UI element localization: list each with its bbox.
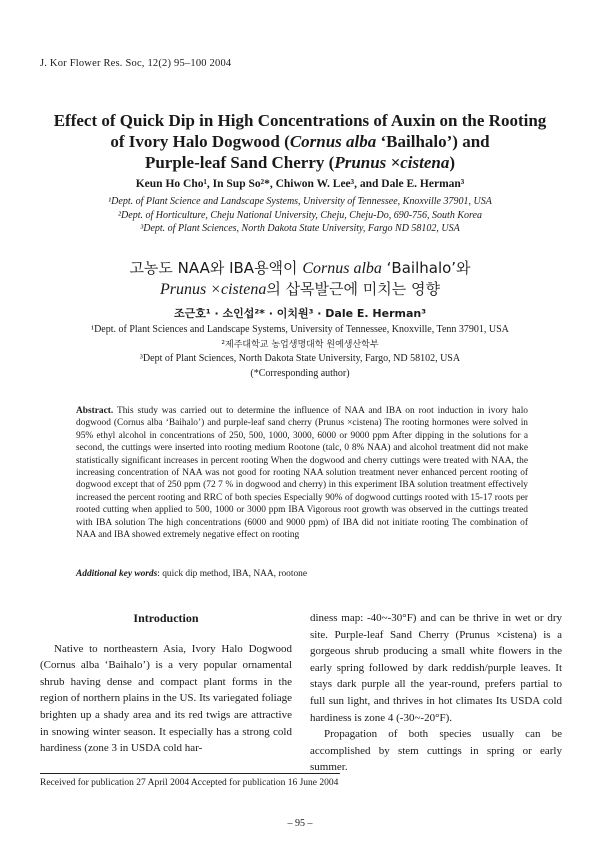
author-list: Keun Ho Cho¹, In Sup So²*, Chiwon W. Lee³, and Dale E. Herman³	[135, 178, 465, 190]
title-text: )	[449, 153, 456, 172]
korean-affiliation-2: ²제주대학교 농업생명대학 원예생산학부	[221, 339, 379, 350]
left-column	[40, 610, 292, 757]
korean-title-text: ‘Bailhalo’와	[381, 259, 471, 277]
title-text: of Ivory Halo Dogwood (	[110, 132, 290, 151]
keywords	[76, 569, 528, 579]
korean-affiliation-1: ¹Dept. of Plant Sciences and Landscape Systems, University of Tennessee, Knoxville, Tenn 37901, USA	[91, 324, 509, 335]
title-species-name: Prunus ×cistena	[334, 153, 450, 172]
korean-author-list: 조근호¹ · 소인섭²* · 이치원³ · Dale E. Herman³	[173, 307, 427, 320]
abstract	[76, 405, 528, 541]
title-line-2	[40, 131, 560, 152]
introduction-paragraph-2: Propagation of both species usually can be accomplished by stem cuttings in spring or early summer.	[310, 728, 562, 774]
introduction-paragraph-1: Native to northeastern Asia, Ivory Halo Dogwood (Cornus alba ‘Baihalo’) is a very popular ornamental shrub having dense and compact plant forms in the region of northern plains in the US. Its variegated foliage brighten up a shady area and its red twigs are attractive in snowing winter season. It especially has a strong cold hardiness (zone 3 in USDA cold har-	[40, 642, 292, 755]
right-column	[310, 610, 562, 776]
affiliations-english	[40, 195, 560, 236]
abstract-label: Abstract.	[76, 406, 114, 416]
page-number: – 95 –	[287, 818, 313, 829]
title-line-3	[40, 152, 560, 173]
korean-title-line-1	[40, 258, 560, 279]
korean-title-species: Cornus alba	[302, 260, 382, 277]
received-note: Received for publication 27 April 2004 Accepted for publication 16 June 2004	[40, 778, 339, 788]
title-text: ‘Bailhalo’) and	[376, 132, 490, 151]
korean-title-species: Prunus ×cistena	[159, 281, 267, 298]
korean-affiliation-3: ³Dept of Plant Sciences, North Dakota State University, Fargo, ND 58102, USA	[139, 353, 461, 364]
affiliation-1: ¹Dept. of Plant Science and Landscape Systems, University of Tennessee, Knoxville 37901, USA	[108, 196, 492, 207]
journal-citation: J. Kor Flower Res. Soc, 12(2) 95–100 2004	[40, 58, 232, 69]
introduction-heading: Introduction	[133, 611, 199, 625]
paper-title	[40, 110, 560, 173]
title-line-1: Effect of Quick Dip in High Concentrations of Auxin on the Rooting	[53, 111, 547, 130]
keywords-text: : quick dip method, IBA, NAA, rootone	[157, 569, 307, 579]
korean-title	[40, 258, 560, 300]
affiliation-3: ³Dept. of Plant Sciences, North Dakota State University, Fargo ND 58102, USA	[140, 223, 460, 234]
abstract-text: This study was carried out to determine the influence of NAA and IBA on root induction in ivory halo dogwood (Cornus alba ‘Baihalo’) and purple-leaf sand cherry (Prunus ×cistena) The rooting hormones were solved in 95% ethyl alcohol in concentrations of 250, 500, 1000, 3000, 6000 or 9000 ppm After dipping in the solutions for a second, the cuttings were inserted into rooting medium Rootone (talc, 0 8% NAA) and alcohol treatment did not make statistically significant increases in percent rooting When the dogwood and cherry cuttings were treated with NAA, the increasing concentration of NAA was not good for rooting NAA solution treatment never enhanced percent rooting of dogwood except that of 250 ppm (72 7 % in dogwood and cherry) in this experiment IBA solution treatment effectively increased the percent rooting and RRC of both species Especially 90% of dogwood cuttings rooted with 15-17 roots per rooted cutting when applied to 500, 1000 or 3000 ppm IBA Vigorous root growth was observed in the cuttings treated with IBA solution The high concentrations (6000 and 9000 ppm) of IBA did not initiate rooting The combination of NAA and IBA showed extremely negative effect on rooting	[76, 406, 528, 541]
korean-title-text: 고농도 NAA와 IBA용액이	[129, 259, 303, 277]
corresponding-author-note: (*Corresponding author)	[250, 367, 350, 379]
affiliation-2: ²Dept. of Horticulture, Cheju National University, Cheju, Cheju-Do, 690-756, South Korea	[118, 209, 482, 221]
keywords-label: Additional key words	[76, 569, 158, 579]
introduction-paragraph-1-continued: diness map: -40~-30°F) and can be thrive in wet or dry site. Purple-leaf Sand Cherry (Prunus ×cistena) is a gorgeous shrub producing a small white flowers in the early spring followed by dark reddish/purple leaves. It stays dark purple all the year-round, prefers partial to full sun light, and thrives in hot climates Its USDA cold hardiness is zone 4 (-30~-20°F).	[310, 612, 562, 724]
title-species-name: Cornus alba	[289, 132, 377, 151]
footnote-divider	[40, 773, 340, 774]
korean-title-text: 의 삽목발근에 미치는 영향	[266, 280, 441, 298]
affiliations-korean	[40, 323, 560, 381]
korean-title-line-2	[40, 279, 560, 300]
title-text: Purple-leaf Sand Cherry (	[144, 153, 335, 172]
